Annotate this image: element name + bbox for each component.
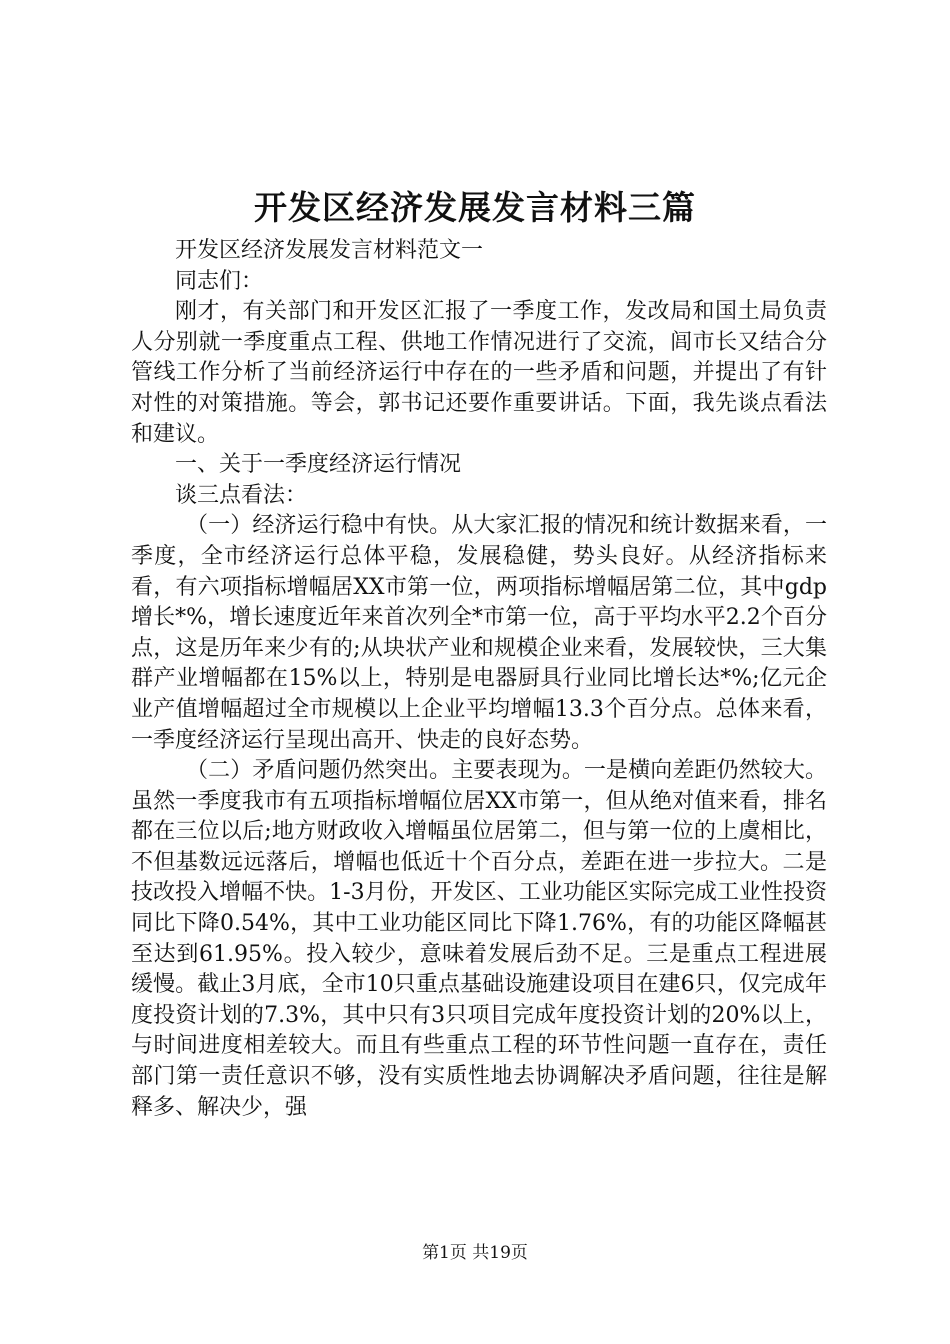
paragraph-subtitle: 开发区经济发展发言材料范文一 [175, 238, 484, 263]
paragraph-section-heading: 一、关于一季度经济运行情况 [175, 452, 462, 478]
paragraph-three-views: 谈三点看法： [175, 482, 308, 508]
paragraph-salutation: 同志们： [175, 268, 264, 294]
document-body [131, 236, 827, 1123]
paragraph-point-two: （二）矛盾问题仍然突出。主要表现为。一是横向差距仍然较大。虽然一季度我市有五项指标增幅位居XX市第一，但从绝对值来看，排名都在三位以后;地方财政收入增幅虽位居第二，但与第一位的上虞相比，不但基数远远落后，增幅也低近十个百分点，差距在进一步拉大。二是技改投入增幅不快。1-3月份，开发区、工业功能区实际完成工业性投资同比下降0.54%，其中工业功能区同比下降1.76%，有的功能区降幅甚至达到61.95%。投入较少，意味着发展后劲不足。三是重点工程进展缓慢。截止3月底，全市10只重点基础设施建设项目在建6只，仅完成年度投资计划的7.3%，其中只有3只项目完成年度投资计划的20%以上，与时间进度相差较大。而且有些重点工程的环节性问题一直存在，责任部门第一责任意识不够，没有实质性地去协调解决矛盾问题，往往是解释多、解决少，强 [131, 758, 827, 1120]
document-title: 开发区经济发展发言材料三篇 [254, 188, 696, 227]
page-number-footer: 第1页 共19页 [422, 1243, 528, 1263]
paragraph-point-one: （一）经济运行稳中有快。从大家汇报的情况和统计数据来看，一季度，全市经济运行总体平稳，发展稳健，势头良好。从经济指标来看，有六项指标增幅居XX市第一位，两项指标增幅居第二位，其中gdp增长*%，增长速度近年来首次列全*市第一位，高于平均水平2.2个百分点，这是历年来少有的;从块状产业和规模企业来看，发展较快，三大集群产业增幅都在15%以上，特别是电器厨具行业同比增长达*%;亿元企业产值增幅超过全市规模以上企业平均增幅13.3个百分点。总体来看，一季度经济运行呈现出高开、快走的良好态势。 [131, 513, 827, 753]
paragraph-intro: 刚才，有关部门和开发区汇报了一季度工作，发改局和国土局负责人分别就一季度重点工程、供地工作情况进行了交流，闾市长又结合分管线工作分析了当前经济运行中存在的一些矛盾和问题，并提出了有针对性的对策措施。等会，郭书记还要作重要讲话。下面，我先谈点看法和建议。 [131, 299, 827, 447]
